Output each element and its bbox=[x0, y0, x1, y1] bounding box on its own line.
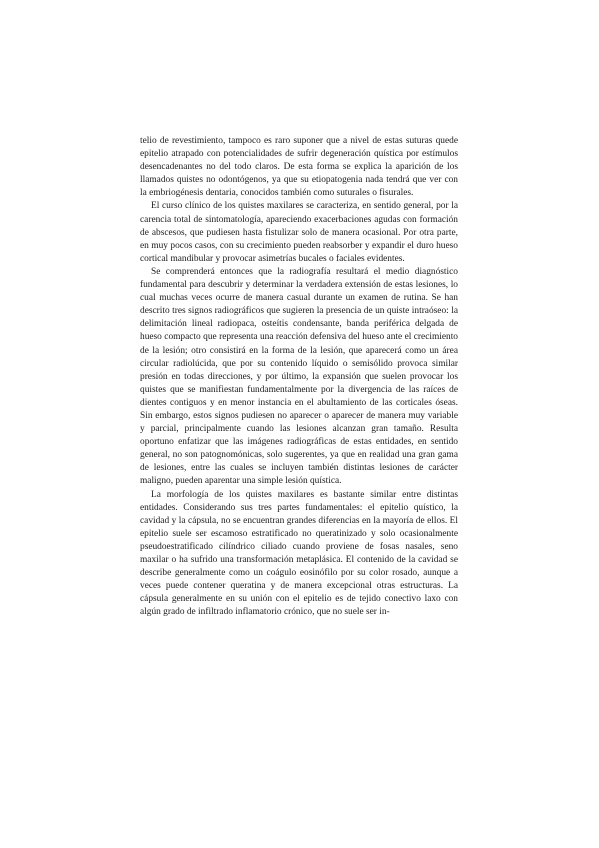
paragraph-clinical-course: El curso clínico de los quistes maxilares se caracteriza, en sentido general, por la carencia total de sintomatología, apareciendo exacerbaciones agudas con formación de abscesos, que pudiesen hasta fistulizar solo de manera ocasional. Por otra parte, en muy pocos casos, con su crecimiento pueden reabsorber y expandir el duro hueso cortical mandibular y provocar asimetrías bucales o faciales evidentes. bbox=[140, 201, 458, 264]
document-page bbox=[140, 135, 458, 619]
paragraph-morphology: La morfología de los quistes maxilares es bastante similar entre distintas entidades. Considerando sus tres partes fundamentales: el epitelio quístico, la cavidad y la cápsula, no se encuentran grandes diferencias en la mayoría de ellos. El epitelio suele ser escamoso estratificado no queratinizado y solo ocasionalmente pseudoestratificado cilíndrico ciliado cuando proviene de fosas nasales, seno maxilar o ha sufrido una transformación metaplásica. El contenido de la cavidad se describe generalmente como un coágulo eosinófilo por su color rosado, aunque a veces puede contener queratina y de manera excepcional otras estructuras. La cápsula generalmente en su unión con el epitelio es de tejido conectivo laxo con algún grado de infiltrado inflamatorio crónico, que no suele ser in- bbox=[140, 489, 458, 618]
paragraph-continuation: telio de revestimiento, tampoco es raro suponer que a nivel de estas suturas quede epitelio atrapado con potencialidades de sufrir degeneración quística por estímulos desencadenantes no del todo claros. De esta forma se explica la aparición de los llamados quistes no odontógenos, ya que su etiopatogenia nada tendrá que ver con la embriogénesis dentaria, conocidos también como suturales o fisurales. bbox=[140, 136, 458, 199]
paragraph-radiography: Se comprenderá entonces que la radiografía resultará el medio diagnóstico fundamental para descubrir y determinar la verdadera extensión de estas lesiones, lo cual muchas veces ocurre de manera casual durante un examen de rutina. Se han descrito tres signos radiográficos que sugieren la presencia de un quiste intraóseo: la delimitación lineal radiopaca, osteítis condensante, banda periférica delgada de hueso compacto que representa una reacción defensiva del hueso ante el crecimiento de la lesión; otro consistirá en la forma de la lesión, que aparecerá como un área circular radiolúcida, que por su contenido líquido o semisólido provoca similar presión en todas direcciones, y por último, la expansión que suelen provocar los quistes que se manifiestan fundamentalmente por la divergencia de las raíces de dientes contiguos y en menor instancia en el abultamiento de las corticales óseas. Sin embargo, estos signos pudiesen no aparecer o aparecer de manera muy variable y parcial, principalmente cuando las lesiones alcanzan gran tamaño. Resulta oportuno enfatizar que las imágenes radiográficas de estas entidades, en sentido general, no son patognomónicas, solo sugerentes, ya que en realidad una gran gama de lesiones, entre las cuales se incluyen también distintas lesiones de carácter maligno, pueden aparentar una simple lesión quística. bbox=[140, 266, 458, 487]
